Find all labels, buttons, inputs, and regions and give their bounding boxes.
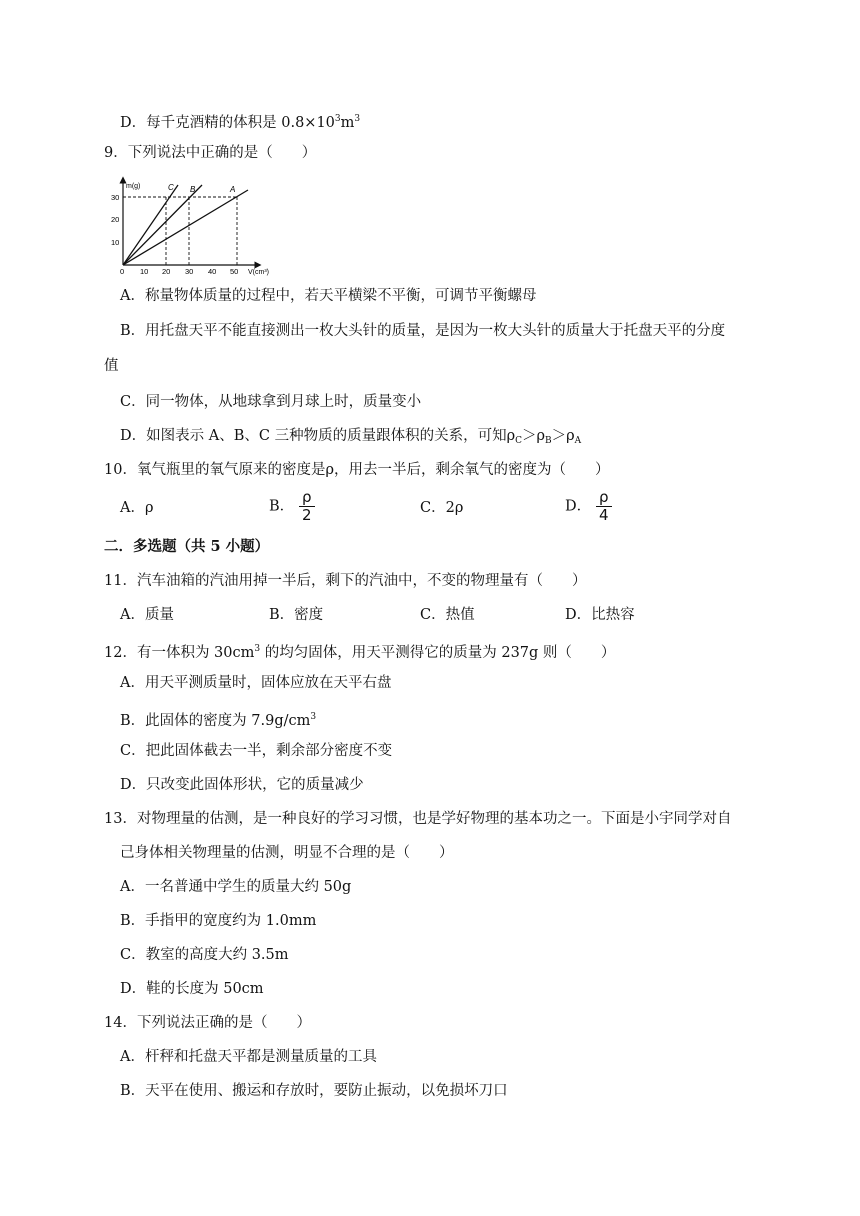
graph-x-tick-10: 10: [140, 267, 149, 276]
q10-option-b: [269, 490, 315, 523]
q8-option-d-exp: 3: [334, 114, 341, 124]
q9-gt-1: ＞ρ: [521, 428, 546, 444]
q11-option-d: D．比热容: [565, 607, 635, 623]
graph-label-a: A: [230, 185, 236, 194]
q12-option-d: D．只改变此固体形状，它的质量减少: [120, 777, 364, 793]
q10-stem: 10．氧气瓶里的氧气原来的密度是ρ，用去一半后，剩余氧气的密度为（ ）: [104, 462, 610, 478]
q12-stem-exp: 3: [254, 644, 261, 654]
q8-option-d-unit: m: [340, 115, 355, 131]
q10-option-b-numerator: ρ: [302, 488, 312, 506]
q13-stem-line1: 13．对物理量的估测，是一种良好的学习习惯，也是学好物理的基本功之一。下面是小宇同学对自: [104, 811, 732, 827]
q9-rho-a-sub: A: [574, 436, 582, 446]
q10-option-d-denominator: 4: [598, 506, 609, 524]
q13-option-a: A．一名普通中学生的质量大约 50g: [120, 879, 352, 895]
q10-option-d: [565, 490, 612, 523]
q9-option-b-line1: B．用托盘天平不能直接测出一枚大头针的质量，是因为一枚大头针的质量大于托盘天平的分度: [120, 323, 726, 339]
q8-option-d: [120, 109, 360, 133]
q11-stem: 11．汽车油箱的汽油用掉一半后，剩下的汽油中，不变的物理量有（ ）: [104, 573, 587, 589]
q12-option-c: C．把此固体截去一半，剩余部分密度不变: [120, 743, 393, 759]
q14-option-a: A．杆秤和托盘天平都是测量质量的工具: [120, 1049, 377, 1065]
section-heading-multiple-choice: 二．多选题（共 5 小题）: [104, 538, 270, 555]
q12-option-b-exp: 3: [310, 712, 317, 722]
graph-x-tick-0: 0: [120, 267, 125, 276]
graph-x-tick-20: 20: [162, 267, 171, 276]
graph-label-c: C: [168, 183, 174, 192]
q8-option-d-text: D．每千克酒精的体积是 0.8×10: [120, 115, 335, 131]
q9-rho-c-sub: C: [515, 436, 522, 446]
q10-option-c: C．2ρ: [420, 500, 464, 516]
graph-y-tick-10: 10: [111, 238, 120, 247]
q12-option-b: [120, 707, 316, 731]
graph-x-tick-40: 40: [208, 267, 217, 276]
q11-option-c: C．热值: [420, 607, 475, 623]
q12-option-b-text: B．此固体的密度为 7.9g/cm: [120, 713, 311, 729]
graph-x-unit: V(cm³): [248, 269, 269, 276]
q10-option-b-label: B．: [269, 498, 295, 515]
graph-x-tick-30: 30: [185, 267, 194, 276]
q9-option-d-text: D．如图表示 A、B、C 三种物质的质量跟体积的关系，可知ρ: [120, 428, 516, 444]
q12-option-a: A．用天平测质量时，固体应放在天平右盘: [120, 675, 392, 691]
q9-mass-volume-graph: [110, 172, 280, 277]
q9-option-a: A．称量物体质量的过程中，若天平横梁不平衡，可调节平衡螺母: [120, 288, 537, 304]
q12-stem: [104, 639, 615, 663]
q13-stem-line2: 己身体相关物理量的估测，明显不合理的是（ ）: [120, 845, 454, 861]
q8-option-d-unit-exp: 3: [354, 114, 361, 124]
q12-stem-text: 12．有一体积为 30cm: [104, 645, 255, 661]
q14-stem: 14．下列说法正确的是（ ）: [104, 1015, 311, 1031]
q9-option-b-line2: 值: [104, 358, 119, 374]
q13-option-b: B．手指甲的宽度约为 1.0mm: [120, 913, 317, 929]
q10-option-d-label: D．: [565, 498, 592, 515]
graph-x-tick-50: 50: [230, 267, 239, 276]
graph-y-unit: m(g): [126, 183, 141, 190]
graph-y-tick-30: 30: [111, 193, 120, 202]
q10-option-d-fraction: [596, 490, 612, 523]
q12-stem-rest: 的均匀固体，用天平测得它的质量为 237g 则（ ）: [260, 645, 616, 661]
q13-option-c: C．教室的高度大约 3.5m: [120, 947, 289, 963]
q9-rho-b-sub: B: [545, 436, 552, 446]
q13-option-d: D．鞋的长度为 50cm: [120, 981, 264, 997]
q9-stem: 9．下列说法中正确的是（ ）: [104, 145, 317, 161]
q10-option-a: A．ρ: [120, 500, 154, 516]
q9-gt-2: ＞ρ: [551, 428, 575, 444]
q9-option-d: [120, 426, 581, 451]
q9-option-c: C．同一物体，从地球拿到月球上时，质量变小: [120, 394, 422, 410]
graph-label-b: B: [190, 185, 196, 194]
q14-option-b: B．天平在使用、搬运和存放时，要防止振动，以免损坏刀口: [120, 1083, 508, 1099]
q10-option-b-denominator: 2: [301, 506, 312, 524]
q10-option-b-fraction: [299, 490, 315, 523]
q10-option-d-numerator: ρ: [598, 488, 609, 506]
graph-y-tick-20: 20: [111, 215, 120, 224]
q11-option-a: A．质量: [120, 607, 174, 623]
q11-option-b: B．密度: [269, 607, 324, 623]
